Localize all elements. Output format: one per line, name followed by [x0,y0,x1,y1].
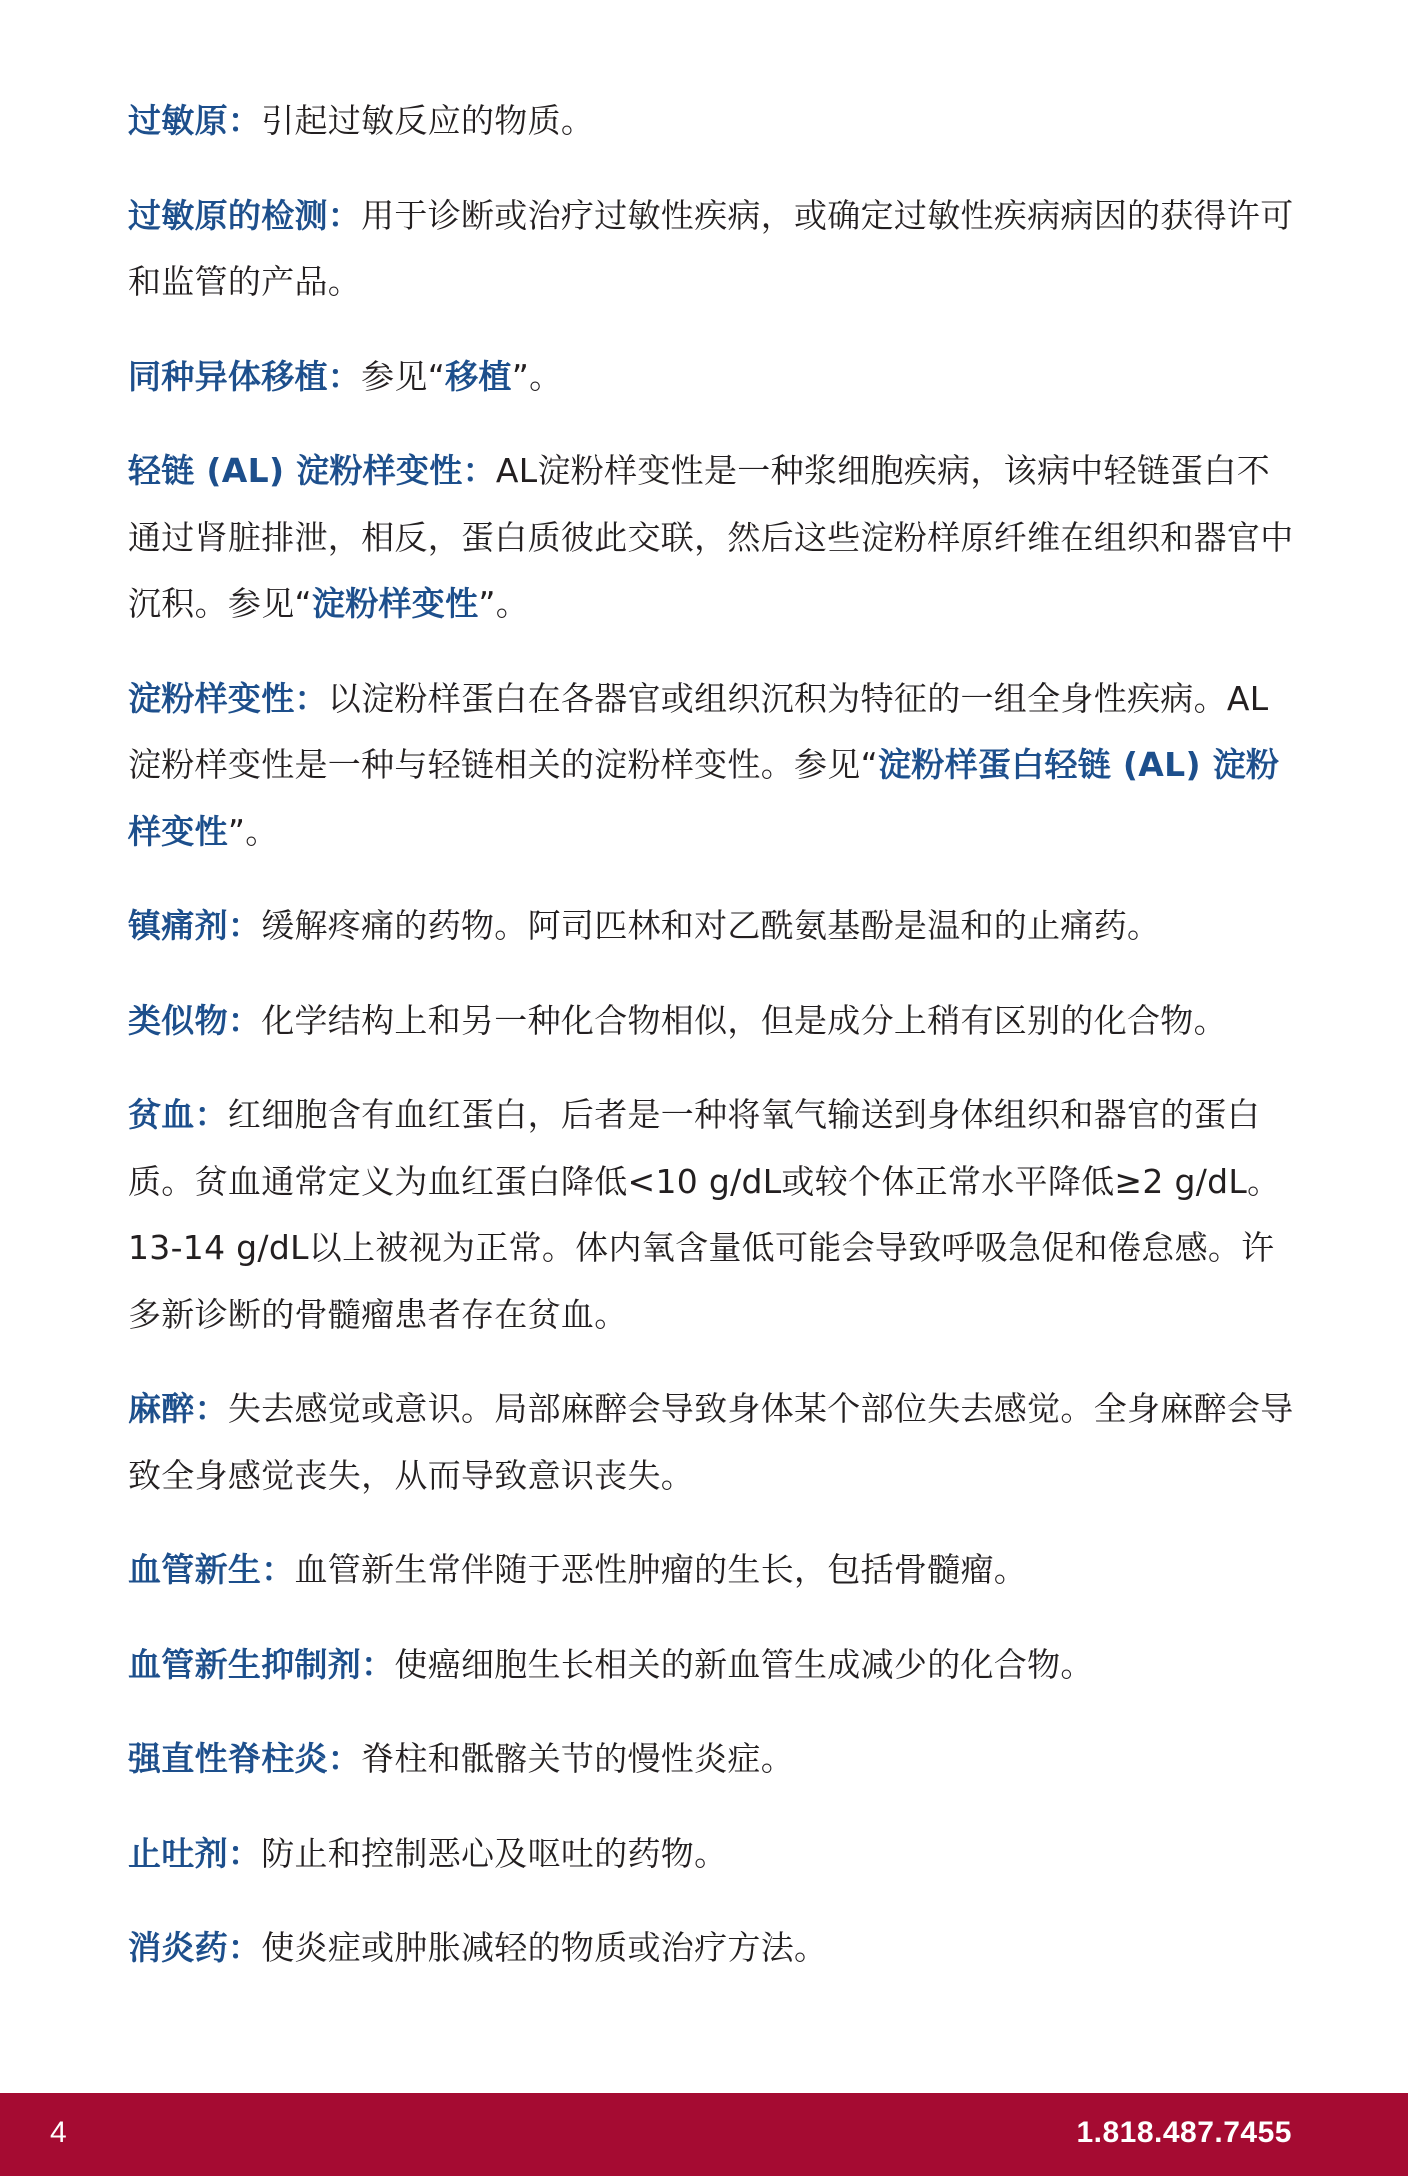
glossary-term: 强直性脊柱炎： [128,1739,362,1778]
glossary-definition: 缓解疼痛的药物。阿司匹林和对乙酰氨基酚是温和的止痛药。 [261,906,1161,945]
glossary-definition: 用于诊断或治疗过敏性疾病，或确定过敏性疾病病因的获得许可和监管的产品。 [128,195,1294,301]
glossary-entry-allergen [128,88,1294,155]
glossary-entry-antiemetic [128,1821,1294,1888]
glossary-definition: 脊柱和骶髂关节的慢性炎症。 [361,1739,795,1778]
glossary-definition: AL淀粉样变性是一种浆细胞疾病，该病中轻链蛋白不通过肾脏排泄，相反，蛋白质彼此交联，然后这些淀粉样原纤维在组织和器官中沉积。参见“ [128,451,1294,623]
glossary-term: 止吐剂： [128,1833,262,1873]
glossary-term: 血管新生： [128,1550,295,1589]
glossary-entry-allogeneic-transplant [128,344,1294,411]
glossary-definition: 引起过敏反应的物质。 [261,101,595,140]
glossary-definition-end: ”。 [511,356,563,396]
glossary-entry-analgesic [128,893,1294,960]
glossary-definition-end: ”。 [227,811,279,851]
glossary-definition-end: ”。 [478,584,530,623]
glossary-term: 轻链 (AL) 淀粉样变性： [128,451,496,490]
glossary-definition: 使癌细胞生长相关的新血管生成减少的化合物。 [394,1644,1094,1684]
glossary-entry-al-amyloidosis [128,438,1294,638]
glossary-term: 消炎药： [128,1928,262,1967]
glossary-entry-amyloidosis [128,666,1294,866]
glossary-definition: 以淀粉样蛋白在各器官或组织沉积为特征的一组全身性疾病。AL淀粉样变性是一种与轻链相关的淀粉样变性。参见“ [128,678,1269,784]
glossary-list [128,88,1294,2010]
glossary-entry-anemia [128,1082,1294,1348]
glossary-term: 过敏原的检测： [128,195,362,235]
glossary-definition: 参见“ [361,356,446,396]
glossary-definition: 使炎症或肿胀减轻的物质或治疗方法。 [261,1928,828,1967]
glossary-term: 过敏原： [128,101,262,140]
glossary-entry-anti-inflammatory [128,1915,1294,1982]
cross-reference-link[interactable]: 移植 [445,356,512,396]
glossary-definition: 失去感觉或意识。局部麻醉会导致身体某个部位失去感觉。全身麻醉会导致全身感觉丧失，从而导致意识丧失。 [128,1389,1294,1495]
glossary-definition: 防止和控制恶心及呕吐的药物。 [261,1833,728,1873]
glossary-term: 麻醉： [128,1389,228,1428]
glossary-definition: 血管新生常伴随于恶性肿瘤的生长，包括骨髓瘤。 [294,1550,1028,1589]
glossary-term: 镇痛剂： [128,906,262,945]
cross-reference-link[interactable]: 淀粉样蛋白轻链 (AL) 淀粉样变性 [128,745,1280,851]
glossary-entry-allergen-test [128,183,1294,316]
cross-reference-link[interactable]: 淀粉样变性 [311,584,479,623]
glossary-entry-angiogenesis [128,1537,1294,1604]
glossary-term: 血管新生抑制剂： [128,1644,395,1684]
glossary-term: 同种异体移植： [128,356,362,396]
page-number: 4 [50,2116,67,2149]
glossary-term: 淀粉样变性： [128,678,328,718]
glossary-definition: 化学结构上和另一种化合物相似，但是成分上稍有区别的化合物。 [261,1000,1227,1040]
glossary-entry-analog [128,988,1294,1055]
glossary-term: 贫血： [128,1095,228,1134]
glossary-entry-ankylosing-spondylitis [128,1726,1294,1793]
phone-number[interactable]: 1.818.487.7455 [1076,2116,1292,2149]
glossary-definition: 红细胞含有血红蛋白，后者是一种将氧气输送到身体组织和器官的蛋白质。贫血通常定义为血红蛋白降低<10 g/dL或较个体正常水平降低≥2 g/dL。13-14 g/dL以上被视为正常。体内氧含量低可能会导致呼吸急促和倦怠感。许多新诊断的骨髓瘤患者存在贫血。 [128,1095,1281,1334]
glossary-entry-angiogenesis-inhibitor [128,1632,1294,1699]
glossary-entry-anesthesia [128,1376,1294,1509]
glossary-term: 类似物： [128,1000,262,1040]
footer-bar [0,2093,1408,2176]
